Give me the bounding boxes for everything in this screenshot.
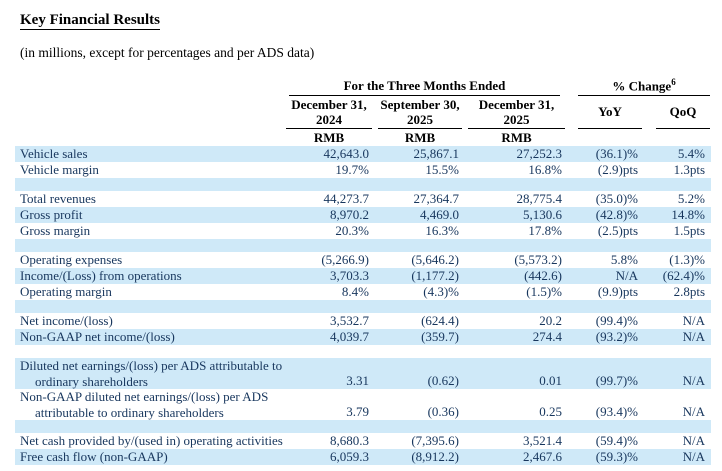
value-cell: (0.36)	[427, 404, 459, 420]
empty-label-header	[15, 74, 283, 96]
table-row-vehicle-sales	[15, 146, 711, 162]
value-cell: (624.4)	[421, 313, 459, 329]
value-cell: 25,867.1	[375, 146, 465, 162]
spacer-row	[15, 420, 711, 433]
value-cell: 1.3pts	[673, 162, 706, 178]
row-label: Income/(Loss) from operations	[15, 268, 283, 284]
value-cell: 5.4%	[644, 146, 711, 162]
group-header-row	[15, 74, 711, 96]
spacer-row	[15, 345, 711, 358]
row-label: Non-GAAP net income/(loss)	[15, 329, 283, 345]
value-cell: N/A	[682, 404, 706, 420]
value-cell: 16.8%	[528, 162, 563, 178]
row-label: Vehicle margin	[20, 162, 99, 178]
table-row-gross-profit	[15, 207, 711, 223]
value-cell: 3.79	[346, 404, 369, 420]
column-header-row	[15, 96, 711, 129]
column-header-period-2	[375, 96, 465, 129]
value-cell: 44,273.7	[323, 191, 369, 207]
value-cell: (1,177.2)	[375, 268, 465, 284]
value-cell: 16.3%	[425, 223, 459, 239]
value-cell: (2.9)pts	[597, 162, 639, 178]
row-label: Operating margin	[20, 284, 112, 300]
value-cell: (42.8)%	[568, 207, 644, 223]
value-cell: 3.31	[283, 358, 375, 389]
value-cell: (59.3)%	[568, 449, 644, 465]
change-group-label: % Change$^6$	[578, 74, 710, 96]
value-cell: 4,469.0	[375, 207, 465, 223]
currency-label: RMB	[404, 129, 436, 145]
value-cell: 5.2%	[677, 191, 706, 207]
value-cell: 5,130.6	[465, 207, 568, 223]
date-line1: September 30,	[380, 97, 460, 113]
value-cell: 20.3%	[335, 223, 369, 239]
date-line1: December 31,	[478, 97, 555, 113]
value-cell: (62.4)%	[644, 268, 711, 284]
value-cell: 274.4	[465, 329, 568, 345]
column-header-period-1	[283, 96, 375, 129]
value-cell: N/A	[682, 433, 706, 449]
value-cell: 27,364.7	[413, 191, 459, 207]
table-row-operating-margin	[15, 284, 711, 300]
value-cell: (4.3)%	[423, 284, 459, 300]
value-cell: 1.5pts	[673, 223, 706, 239]
value-cell: N/A	[682, 313, 706, 329]
value-cell: (0.62)	[375, 358, 465, 389]
date-line2: 2025	[503, 112, 530, 128]
row-label: Net cash provided by/(used in) operating activities	[20, 433, 283, 449]
row-label: Net income/(loss)	[20, 313, 113, 329]
value-cell: 14.8%	[644, 207, 711, 223]
value-cell: (93.4)%	[595, 404, 639, 420]
footnote-marker: 6	[671, 77, 676, 87]
date-line1: December 31,	[291, 97, 367, 113]
value-cell: 8.4%	[341, 284, 369, 300]
table-row-vehicle-margin	[15, 162, 711, 178]
period-group-label: For the Three Months Ended	[289, 78, 560, 96]
value-cell: (93.2)%	[568, 329, 644, 345]
value-cell: 28,775.4	[516, 191, 563, 207]
financial-results-table	[15, 74, 711, 465]
column-header-yoy: YoY	[568, 96, 644, 129]
value-cell: 20.2	[539, 313, 563, 329]
value-cell: N/A	[644, 329, 711, 345]
column-header-period-3	[465, 96, 568, 129]
value-cell: 19.7%	[335, 162, 369, 178]
value-cell: (9.9)pts	[597, 284, 639, 300]
value-cell: 0.25	[539, 404, 563, 420]
units-note: (in millions, except for percentages and per ADS data)	[20, 45, 315, 60]
row-label: Diluted net earnings/(loss) per ADS attributable to ordinary shareholders	[15, 358, 283, 389]
value-cell: 4,039.7	[283, 329, 375, 345]
spacer-row	[15, 239, 711, 252]
empty-label-header	[15, 96, 283, 129]
value-cell: 2.8pts	[673, 284, 706, 300]
table-row-gross-margin	[15, 223, 711, 239]
value-cell: 5.8%	[610, 252, 639, 268]
empty-label-header	[15, 129, 283, 146]
value-cell: (99.7)%	[568, 358, 644, 389]
row-label: Operating expenses	[20, 252, 123, 268]
value-cell: 15.5%	[425, 162, 459, 178]
value-cell: N/A	[644, 358, 711, 389]
value-cell: (5,266.9)	[321, 252, 369, 268]
value-cell: 6,059.3	[283, 449, 375, 465]
value-cell: (359.7)	[375, 329, 465, 345]
value-cell: (5,573.2)	[514, 252, 563, 268]
period-group-header	[283, 74, 568, 96]
table-row-net-cash-operating	[15, 433, 711, 449]
currency-label: RMB	[313, 129, 345, 145]
table-row-free-cash-flow	[15, 449, 711, 465]
table-row-operating-expenses	[15, 252, 711, 268]
table-row-non-gaap-net-income	[15, 329, 711, 345]
value-cell: (59.4)%	[595, 433, 639, 449]
table-row-diluted-eps	[15, 358, 711, 389]
table-row-non-gaap-diluted-eps	[15, 389, 711, 420]
value-cell: 0.01	[465, 358, 568, 389]
value-cell: N/A	[644, 449, 711, 465]
row-label: Free cash flow (non-GAAP)	[15, 449, 283, 465]
page-title: Key Financial Results	[20, 12, 161, 28]
value-cell: 17.8%	[528, 223, 563, 239]
value-cell: 27,252.3	[465, 146, 568, 162]
value-cell: (5,646.2)	[411, 252, 459, 268]
currency-row	[15, 129, 711, 146]
value-cell: 3,532.7	[330, 313, 369, 329]
value-cell: (8,912.2)	[375, 449, 465, 465]
table-row-income-from-operations	[15, 268, 711, 284]
table-row-net-income	[15, 313, 711, 329]
value-cell: 2,467.6	[465, 449, 568, 465]
change-group-header	[568, 74, 711, 96]
row-label: Gross profit	[15, 207, 283, 223]
spacer-row	[15, 178, 711, 191]
row-label: Vehicle sales	[15, 146, 283, 162]
value-cell: 3,703.3	[283, 268, 375, 284]
value-cell: (1.5)%	[526, 284, 563, 300]
row-label: Gross margin	[20, 223, 91, 239]
value-cell: 8,970.2	[283, 207, 375, 223]
value-cell: (442.6)	[465, 268, 568, 284]
spacer-row	[15, 300, 711, 313]
date-line2: 2025	[407, 112, 433, 128]
value-cell: (1.3)%	[669, 252, 706, 268]
row-label: Total revenues	[20, 191, 96, 207]
value-cell: N/A	[568, 268, 644, 284]
value-cell: (35.0)%	[595, 191, 639, 207]
value-cell: 42,643.0	[283, 146, 375, 162]
date-line2: 2024	[316, 112, 342, 128]
value-cell: (36.1)%	[568, 146, 644, 162]
value-cell: (2.5)pts	[597, 223, 639, 239]
column-header-qoq: QoQ	[644, 96, 711, 129]
value-cell: (99.4)%	[595, 313, 639, 329]
value-cell: 8,680.3	[330, 433, 369, 449]
empty-cell	[568, 129, 644, 146]
value-cell: 3,521.4	[523, 433, 563, 449]
row-label: Non-GAAP diluted net earnings/(loss) per ADS attributable to ordinary shareholders	[20, 389, 269, 420]
value-cell: (7,395.6)	[411, 433, 459, 449]
table-row-total-revenues	[15, 191, 711, 207]
currency-label: RMB	[501, 129, 532, 145]
empty-cell	[644, 129, 711, 146]
